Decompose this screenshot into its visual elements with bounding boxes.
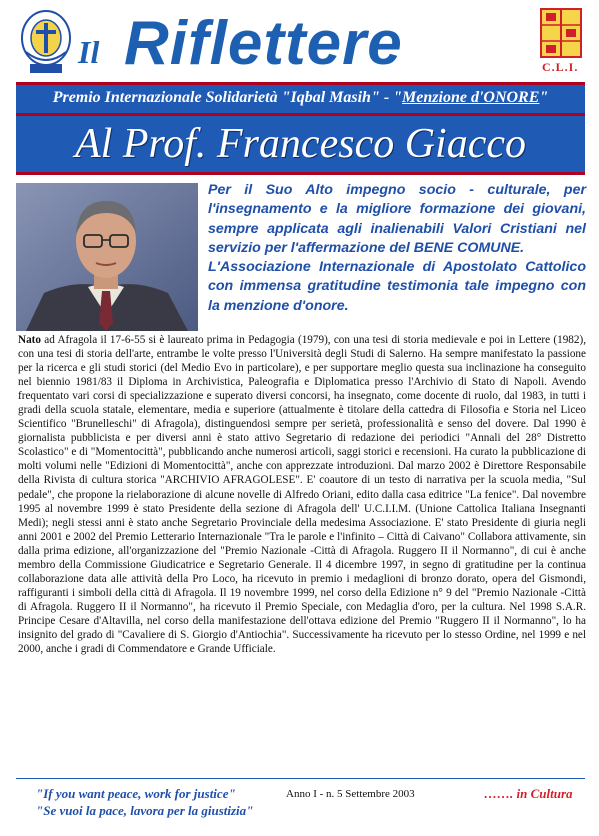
section-label: ……. in Cultura — [484, 786, 573, 801]
award-menzione: Menzione d'ONORE — [402, 89, 540, 106]
biography-content: ad Afragola il 17-6-55 si è laureato prima in Pedagogia (1979), con una tesi di storia medievale e poi in Lettere (1982), con una tesi di storia dell'arte, entrambe le volte presso l'Università degli Studi di Salerno. Ha sempre manifestato la passione per la ricerca e gli studi storici (del Medio Evo in particolare), e per supportare meglio questa sua inclinazione ha conseguito nel biennio 1981/83 il Diploma in Archivistica, Paleografia e Diplomatica presso l'Archivio di Stato di Napoli. Avendo frequentato vari corsi di specializzazione e superato diversi concorsi, ha insegnato, come docente di ruolo, dal 1983, in tutti i gradi della scuola statale, elementare, media e superiore (attualmente è titolare della cattedra di Filosofia e Storia nel Liceo Scientifico "Brunelleschi" di Afragola), distinguendosi sempre per serietà, professionalità e senso del dovere. Dal 1990 è giornalista pubblicista e per diversi anni è stato attivo Segretario di redazione dei periodici "Annali del 28° Distretto Scolastico" e di "Momentocittà", pubblicando anche numerosi articoli, saggi storici e recensioni. Ha curato la pubblicazione di molti volumi nelle "Edizioni di Momentocittà", anche con apprezzate introduzioni. Dal marzo 2002 è Direttore Responsabile della Rivista di cultura storica "ARCHIVIO AFRAGOLESE". E' coautore di un testo di narrativa per la scuola media, "Sul pedale", che propone la rielaborazione di alcune novelle di Alfredo Oriani, edito dalla casa editrice "La fenice". Dal novembre 1995 al novembre 1999 è stato Presidente della sezione di Afragola dell' U.C.I.I.M. (Unione Cattolica Italiana Insegnanti Medi); negli stessi anni è stato anche Segretario Provinciale della medesima Associazione. E' stato Presidente di giuria negli anni 2001 e 2002 del Premio Letterario Internazionale "Tra le parole e l'infinito – Città di Caivano" Collabora attivamente, sin dalla prima edizione, all'organizzazione del "Premio Nazionale -Città di Afragola. Ruggero II il Normanno", di cui è anche membro della Commissione Giudicatrice e Segretario Generale. Il 4 dicembre 1997, in segno di gratitudine per la continua collaborazione data alle attività della Pro Loco, ha ricevuto in premio i medaglioni di bronzo dorato, opera del Gismondi, raffiguranti i simboli della città di Afragola. Il 19 novembre 1999, nel corso della Edizione n° 9 del "Premio Nazionale -Città di Afragola. Ruggero II il Normanno", ha ricevuto il Premio Speciale, con Medaglia d'oro, per la cultura. Nel 1998 S.A.R. Principe Cesare d'Altavilla, nel corso della manifestazione dell'ottava edizione del Premio "Ruggero II il Normanno", lo ha insignito del grado di "Cavaliere di S. Giorgio d'Antiochia". Successivamente ha ricevuto per lo stesso Ordine, nel 1999 e nel 2000, anche i gradi di Commendatore e Grande Ufficiale. — [18, 334, 586, 656]
cli-label: C.L.I. — [542, 60, 579, 74]
intro-paragraph-2: L'Associazione Internazionale di Apostolato Cattolico con immensa gratitudine testimonia tale impegno con la menzione d'onore. — [208, 259, 586, 314]
biography-paragraph — [18, 333, 586, 656]
biography-text — [18, 333, 586, 656]
award-title — [16, 89, 585, 107]
dedication-title: Al Prof. Francesco Giacco — [75, 121, 526, 167]
masthead — [72, 9, 537, 78]
dedication-banner — [16, 116, 585, 175]
masthead-title: Riflettere — [124, 9, 403, 78]
footer-quote-italian: "Se vuoi la pace, lavora per la giustizia" — [36, 803, 254, 818]
biography-lead: Nato — [18, 334, 41, 346]
issue-info: Anno I - n. 5 Settembre 2003 — [286, 788, 415, 800]
award-banner — [16, 82, 585, 116]
association-logo — [20, 8, 72, 76]
footer-divider — [16, 778, 585, 779]
intro-paragraph-1: Per il Suo Alto impegno socio - culturale, per l'insegnamento e la migliore formazione dei giovani, sempre applicata agli inalienabili Valori Cristiani nel servizio per l'affermazione del BENE COMUNE. — [208, 182, 586, 256]
award-title-prefix: Premio Internazionale Solidarietà "Iqbal Masih" - " — [52, 89, 403, 106]
portrait-photo — [16, 183, 198, 331]
cli-logo — [540, 8, 582, 58]
footer-quote-english: "If you want peace, work for justice" — [36, 786, 236, 801]
masthead-prefix: Il — [78, 34, 100, 70]
intro-text — [208, 181, 586, 316]
award-title-suffix: " — [539, 89, 549, 106]
